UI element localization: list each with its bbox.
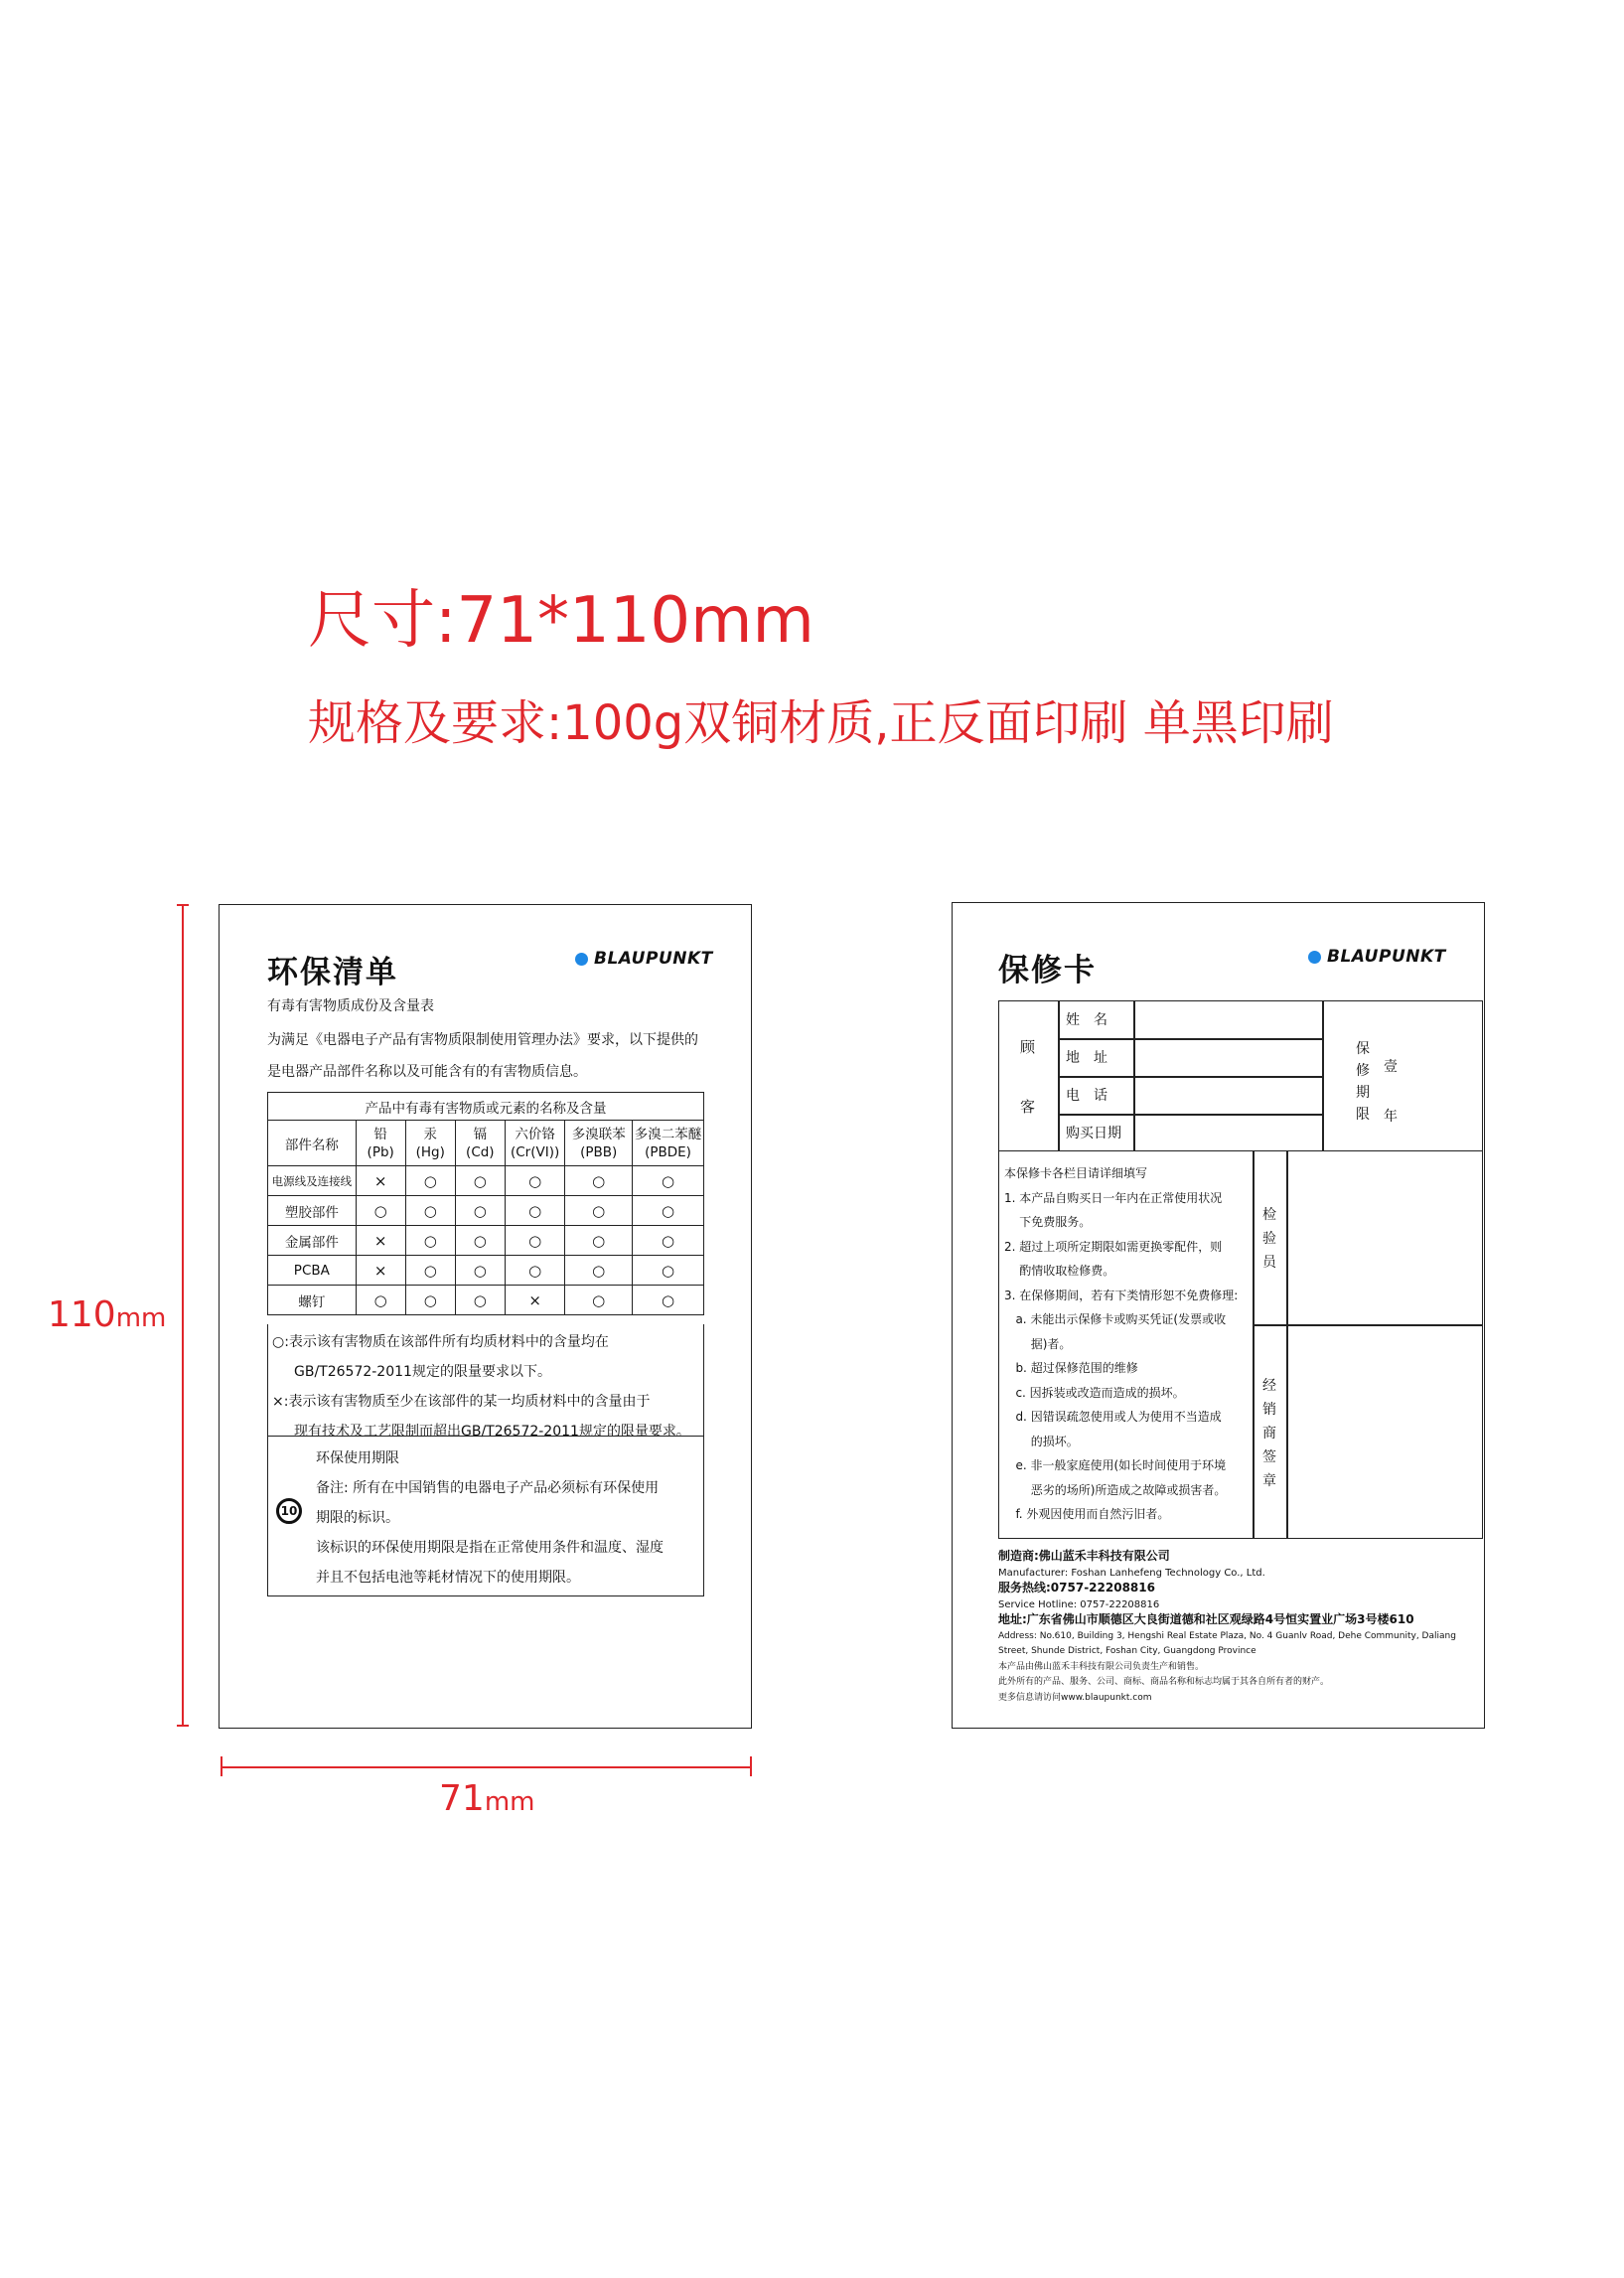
rohs-mark-cell: ○	[565, 1286, 633, 1315]
rohs-part-name: 电源线及连接线	[268, 1166, 357, 1196]
rohs-mark-cell: ○	[455, 1256, 505, 1286]
field-address-label: 地 址	[1066, 1050, 1107, 1066]
warranty-card	[952, 902, 1485, 1729]
warranty-card-title: 保修卡	[998, 953, 1097, 988]
rohs-mark-cell: ○	[405, 1196, 455, 1226]
brand-logo	[1308, 947, 1446, 967]
inspector-label: 检验员	[1262, 1207, 1276, 1271]
grid-line	[1322, 1000, 1324, 1151]
rohs-mark-cell: ○	[633, 1286, 704, 1315]
rohs-mark-cell: ○	[455, 1286, 505, 1315]
warranty-note-line: c. 因拆装或改造而造成的损坏。	[1004, 1385, 1185, 1400]
height-dimension-line	[182, 904, 184, 1725]
rohs-mark-cell: ×	[356, 1166, 405, 1196]
field-name-label: 姓 名	[1066, 1012, 1107, 1028]
rohs-part-name: 螺钉	[268, 1286, 357, 1315]
rohs-mark-cell: ○	[505, 1166, 565, 1196]
spec-requirements: 规格及要求:100g双铜材质,正反面印刷 单黑印刷	[308, 695, 1334, 751]
rohs-period-3: 该标识的环保使用期限是指在正常使用条件和温度、湿度	[316, 1540, 664, 1556]
rohs-mark-cell: ○	[356, 1196, 405, 1226]
rohs-part-name: 塑胶部件	[268, 1196, 357, 1226]
grid-line	[1286, 1151, 1288, 1539]
rohs-note-x-2: 现有技术及工艺限制而超出GB/T26572-2011规定的限量要求。	[294, 1424, 690, 1440]
rohs-mark-cell: ○	[405, 1226, 455, 1256]
rohs-mark-cell: ○	[455, 1166, 505, 1196]
warranty-period-value: 壹年	[1384, 1059, 1398, 1125]
rohs-mark-cell: ○	[633, 1256, 704, 1286]
warranty-notes	[1004, 1161, 1238, 1527]
rohs-period-title: 环保使用期限	[316, 1450, 399, 1466]
warranty-note-line: 下免费服务。	[1004, 1215, 1092, 1229]
grid-line	[1058, 1038, 1322, 1040]
rohs-part-name: PCBA	[268, 1256, 357, 1286]
warranty-note-line: 酌情收取检修费。	[1004, 1264, 1115, 1278]
brand-name: BLAUPUNKT	[1327, 947, 1446, 967]
rohs-mark-cell: ○	[505, 1226, 565, 1256]
rohs-subtitle: 有毒有害物质成份及含量表	[267, 998, 434, 1014]
rohs-substance-symbol: (Pb)	[367, 1143, 394, 1160]
rohs-note-o-1: ○:表示该有害物质在该部件所有均质材料中的含量均在	[272, 1334, 609, 1350]
rohs-mark-cell: ○	[505, 1256, 565, 1286]
rohs-table-row	[268, 1196, 704, 1226]
customer-label-1: 顾	[1020, 1038, 1036, 1056]
rohs-part-name: 金属部件	[268, 1226, 357, 1256]
rohs-intro-1: 为满足《电器电子产品有害物质限制使用管理办法》要求，以下提供的	[267, 1032, 698, 1048]
rohs-substance-symbol: (PBB)	[580, 1143, 618, 1160]
height-dimension-tick-bottom	[177, 1725, 189, 1727]
width-dimension-label: 71mm	[439, 1778, 535, 1819]
field-phone-label: 电 话	[1066, 1088, 1107, 1104]
address-label: 地址:广东省佛山市顺德区大良街道德和社区观绿路4号恒实置业广场3号楼610	[998, 1612, 1414, 1626]
rohs-substance-symbol: (Cr(VI))	[510, 1143, 560, 1160]
field-purchase-date-label: 购买日期	[1066, 1126, 1121, 1141]
rohs-table-row	[268, 1286, 704, 1315]
rohs-mark-cell: ○	[405, 1166, 455, 1196]
rohs-substance-symbol: (Hg)	[415, 1143, 445, 1160]
hotline-en: Service Hotline: 0757-22208816	[998, 1598, 1160, 1610]
rohs-mark-cell: ×	[505, 1286, 565, 1315]
warranty-note-line: d. 因错误疏忽使用或人为使用不当造成	[1004, 1410, 1222, 1424]
rohs-mark-cell: ○	[633, 1166, 704, 1196]
rohs-substance-header: 铅 (Pb)	[356, 1121, 405, 1166]
rohs-mark-cell: ×	[356, 1226, 405, 1256]
warranty-note-line: 据)者。	[1004, 1336, 1072, 1351]
warranty-note-line: e. 非一般家庭使用(如长时间使用于环境	[1004, 1458, 1227, 1472]
warranty-note-line: a. 未能出示保修卡或购买凭证(发票或收	[1004, 1312, 1227, 1326]
rohs-card-title: 环保清单	[267, 955, 398, 990]
rohs-table-row	[268, 1166, 704, 1196]
rohs-mark-cell: ○	[565, 1226, 633, 1256]
customer-label-2: 客	[1020, 1098, 1036, 1116]
rohs-notes-box	[267, 1324, 704, 1440]
rohs-period-1: 备注: 所有在中国销售的电器电子产品必须标有环保使用	[316, 1480, 660, 1496]
warranty-note-line: 本保修卡各栏目请详细填写	[1004, 1166, 1148, 1180]
warranty-period-label: 保修期限	[1356, 1041, 1370, 1123]
grid-line	[1253, 1151, 1255, 1539]
rohs-mark-cell: ○	[633, 1226, 704, 1256]
height-dimension-label: 110mm	[48, 1294, 167, 1335]
rohs-mark-cell: ○	[405, 1286, 455, 1315]
rohs-table	[267, 1092, 704, 1315]
rohs-card	[219, 904, 752, 1729]
rohs-substance-header: 多溴联苯 (PBB)	[565, 1121, 633, 1166]
rohs-mark-cell: ○	[565, 1196, 633, 1226]
rohs-intro-2: 是电器产品部件名称以及可能含有的有害物质信息。	[267, 1064, 587, 1080]
grid-line	[1058, 1076, 1322, 1078]
rohs-period-2: 期限的标识。	[316, 1510, 399, 1526]
rohs-note-o-2: GB/T26572-2011规定的限量要求以下。	[294, 1364, 551, 1380]
brand-name: BLAUPUNKT	[594, 949, 713, 969]
spec-size: 尺寸:71*110mm	[308, 584, 814, 658]
rohs-period-box	[267, 1436, 704, 1596]
rohs-substance-symbol: (PBDE)	[645, 1143, 691, 1160]
rohs-substance-header: 六价铬 (Cr(VI))	[505, 1121, 565, 1166]
warranty-note-line: 2. 超过上项所定期限如需更换零配件，则	[1004, 1239, 1223, 1254]
rohs-substance-header: 镉 (Cd)	[455, 1121, 505, 1166]
width-dimension-tick-right	[750, 1756, 752, 1776]
dealer-label: 经销商签章	[1262, 1378, 1276, 1489]
width-dimension-line	[221, 1766, 751, 1768]
manufacturer-en: Manufacturer: Foshan Lanhefeng Technology Co., Ltd.	[998, 1567, 1265, 1579]
rohs-table-row	[268, 1256, 704, 1286]
address-en-2: Street, Shunde District, Foshan City, Guangdong Province	[998, 1646, 1256, 1656]
warranty-note-line: 的损坏。	[1004, 1434, 1079, 1448]
rohs-mark-cell: ○	[565, 1166, 633, 1196]
rohs-mark-cell: ○	[505, 1196, 565, 1226]
rohs-substance-symbol: (Cd)	[466, 1143, 495, 1160]
eco-period-10-icon	[276, 1498, 302, 1524]
rohs-mark-cell: ○	[405, 1256, 455, 1286]
rohs-period-4: 并且不包括电池等耗材情况下的使用期限。	[316, 1570, 580, 1586]
manufacturer-label: 制造商:佛山蓝禾丰科技有限公司	[998, 1549, 1170, 1563]
eco-period-badge: 10	[280, 1504, 298, 1518]
warranty-note-line: 恶劣的场所)所造成之故障或损害者。	[1004, 1482, 1227, 1497]
rohs-mark-cell: ○	[356, 1286, 405, 1315]
grid-line	[1058, 1114, 1322, 1116]
rohs-table-caption: 产品中有毒有害物质或元素的名称及含量	[268, 1093, 704, 1121]
rohs-table-row	[268, 1226, 704, 1256]
rohs-mark-cell: ×	[356, 1256, 405, 1286]
warranty-note-line: 1. 本产品自购买日一年内在正常使用状况	[1004, 1190, 1223, 1205]
address-en-1: Address: No.610, Building 3, Hengshi Real Estate Plaza, No. 4 Guanlv Road, Dehe Community, Daliang	[998, 1630, 1456, 1641]
rohs-mark-cell: ○	[455, 1196, 505, 1226]
footer-1: 本产品由佛山蓝禾丰科技有限公司负责生产和销售。	[998, 1661, 1205, 1672]
height-dimension-tick-top	[177, 904, 189, 906]
footer-2: 此外所有的产品、服务、公司、商标、商品名称和标志均属于其各自所有者的财产。	[998, 1677, 1330, 1687]
brand-dot-icon	[575, 953, 588, 966]
hotline-label: 服务热线:0757-22208816	[998, 1581, 1155, 1595]
grid-line	[1253, 1324, 1483, 1326]
rohs-part-header: 部件名称	[268, 1121, 357, 1166]
manufacturer-info	[998, 1549, 1456, 1706]
rohs-mark-cell: ○	[565, 1256, 633, 1286]
warranty-note-line: 3. 在保修期间，若有下类情形恕不免费修理:	[1004, 1288, 1239, 1302]
rohs-mark-cell: ○	[455, 1226, 505, 1256]
width-dimension-tick-left	[221, 1756, 222, 1776]
brand-dot-icon	[1308, 951, 1321, 964]
brand-logo	[575, 949, 713, 969]
rohs-substance-header: 汞 (Hg)	[405, 1121, 455, 1166]
rohs-mark-cell: ○	[633, 1196, 704, 1226]
rohs-substance-header: 多溴二苯醚 (PBDE)	[633, 1121, 704, 1166]
rohs-note-x-1: ×:表示该有害物质至少在该部件的某一均质材料中的含量由于	[272, 1394, 651, 1410]
footer-3: 更多信息请访问www.blaupunkt.com	[998, 1692, 1152, 1703]
warranty-note-line: b. 超过保修范围的维修	[1004, 1361, 1138, 1375]
warranty-note-line: f. 外观因使用而自然污旧者。	[1004, 1507, 1170, 1521]
